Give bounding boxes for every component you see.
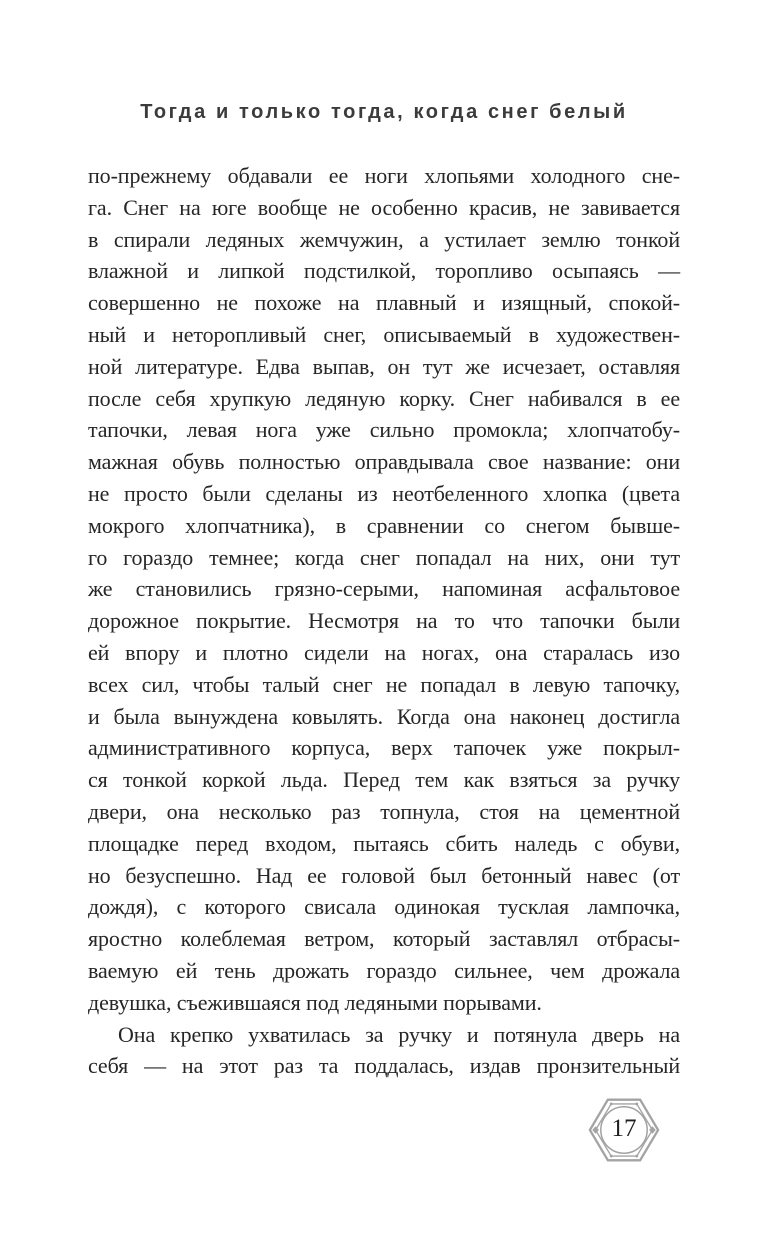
text-line: яростно колеблемая ветром, который заставлял отбрасы- [88,926,680,952]
text-line: ся тонкой коркой льда. Перед тем как взяться за ручку [88,767,680,793]
text-line: площадке перед входом, пытаясь сбить наледь с обуви, [88,830,680,856]
text-line: ный и неторопливый снег, описываемый в художествен- [88,321,680,347]
text-line: ной литературе. Едва выпав, он тут же исчезает, оставляя [88,353,680,379]
page-number-badge [588,1095,660,1165]
text-line: двери, она несколько раз топнула, стоя на цементной [88,798,680,824]
text-line: по-прежнему обдавали ее ноги хлопьями холодного сне- [88,163,680,188]
text-line: ей впору и плотно сидели на ногах, она старалась изо [88,639,680,665]
text-line: и была вынуждена ковылять. Когда она наконец достигла [88,703,680,729]
page-number: 17 [611,1114,637,1142]
text-line: совершенно не похоже на плавный и изящный, спокой- [88,290,680,316]
text-line: мокрого хлопчатника), в сравнении со снегом бывше- [88,512,680,538]
text-line: не просто были сделаны из неотбеленного хлопка (цвета [88,480,680,506]
text-line: всех сил, чтобы талый снег не попадал в левую тапочку, [88,671,680,697]
text-line: га. Снег на юге вообще не особенно красив, не завивается [88,194,680,220]
text-line: Она крепко ухватилась за ручку и потянула дверь на [118,1021,680,1047]
text-line: административного корпуса, верх тапочек уже покрыл- [88,735,680,761]
running-header: Тогда и только тогда, когда снег белый [140,101,628,123]
text-line: дорожное покрытие. Несмотря на то что тапочки были [88,608,680,634]
text-line: ваемую ей тень дрожать гораздо сильнее, чем дрожала [88,957,680,983]
text-line: себя — на этот раз та поддалась, издав пронзительный [88,1053,680,1079]
text-line: влажной и липкой подстилкой, торопливо осыпаясь — [88,258,680,284]
text-line: девушка, съежившаяся под ледяными порывами. [88,989,542,1015]
text-line: но безуспешно. Над ее головой был бетонный навес (от [88,862,680,888]
text-line: дождя), с которого свисала одинокая тусклая лампочка, [88,894,680,920]
text-line: же становились грязно-серыми, напоминая асфальтовое [88,576,680,602]
text-line: в спирали ледяных жемчужин, а устилает землю тонкой [88,226,680,252]
text-line: го гораздо темнее; когда снег попадал на них, они тут [88,544,680,570]
text-line: мажная обувь полностью оправдывала свое название: они [88,449,680,475]
text-line: тапочки, левая нога уже сильно промокла; хлопчатобу- [88,417,680,443]
body-text [88,160,680,1082]
text-line: после себя хрупкую ледяную корку. Снег набивался в ее [88,385,680,411]
